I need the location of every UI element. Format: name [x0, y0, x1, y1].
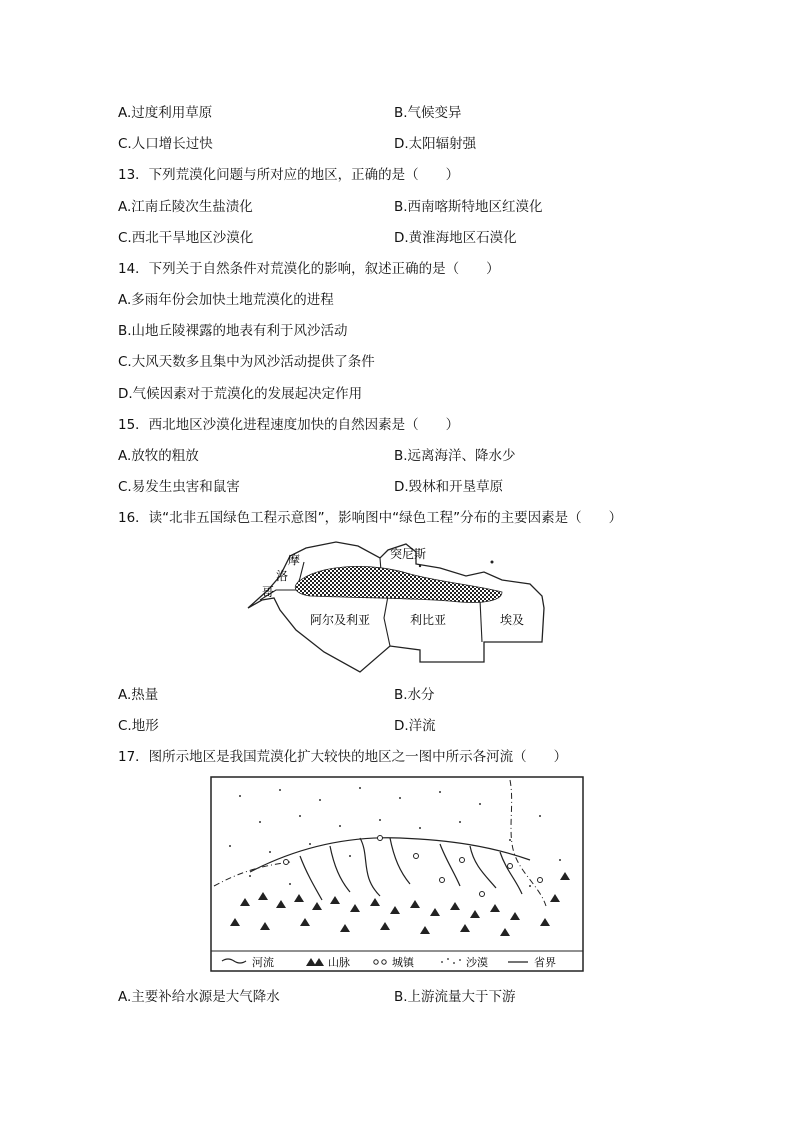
q12-option-d: D.太阳辐射强 [394, 136, 477, 152]
q14-stem: 14．下列关于自然条件对荒漠化的影响，叙述正确的是（ ） [118, 261, 500, 277]
q14-option-c: C.大风天数多且集中为风沙活动提供了条件 [118, 354, 375, 370]
q14-option-d: D.气候因素对于荒漠化的发展起决定作用 [118, 386, 363, 402]
map-label-libya: 利比亚 [410, 613, 447, 627]
q13-stem: 13．下列荒漠化问题与所对应的地区，正确的是（ ） [118, 167, 460, 183]
q12-option-b: B.气候变异 [394, 105, 462, 121]
legend-boundary: 省界 [534, 956, 556, 969]
q15-option-c: C.易发生虫害和鼠害 [118, 479, 240, 495]
q13-option-a: A.江南丘陵次生盐渍化 [118, 199, 253, 215]
map-label-tunisia: 突尼斯 [390, 547, 427, 561]
map-label-morocco-1: 摩 [288, 553, 301, 567]
q15-option-d: D.毁林和开垦草原 [394, 479, 504, 495]
map-label-morocco-3: 哥 [262, 585, 275, 599]
q14-option-a: A.多雨年份会加快土地荒漠化的进程 [118, 292, 334, 308]
q15-option-b: B.远离海洋、降水少 [394, 448, 516, 464]
q16-stem: 16．读“北非五国绿色工程示意图”，影响图中“绿色工程”分布的主要因素是（ ） [118, 510, 623, 526]
q12-option-a: A.过度利用草原 [118, 105, 213, 121]
q13-option-d: D.黄淮海地区石漠化 [394, 230, 517, 246]
map-label-egypt: 埃及 [500, 613, 525, 627]
legend-river: 河流 [252, 956, 274, 969]
q13-option-c: C.西北干旱地区沙漠化 [118, 230, 254, 246]
q16-option-b: B.水分 [394, 687, 435, 703]
north-africa-green-project-map [240, 538, 560, 674]
q13-option-b: B.西南喀斯特地区红漠化 [394, 199, 543, 215]
q16-option-d: D.洋流 [394, 718, 436, 734]
q17-option-b: B.上游流量大于下游 [394, 989, 516, 1005]
q14-option-b: B.山地丘陵裸露的地表有利于风沙活动 [118, 323, 348, 339]
legend-desert: 沙漠 [466, 956, 488, 969]
q17-option-a: A.主要补给水源是大气降水 [118, 989, 280, 1005]
q17-stem: 17．图所示地区是我国荒漠化扩大较快的地区之一图中所示各河流（ ） [118, 749, 568, 765]
legend-mountain: 山脉 [328, 956, 350, 969]
q16-option-c: C.地形 [118, 718, 159, 734]
q15-stem: 15．西北地区沙漠化进程速度加快的自然因素是（ ） [118, 417, 460, 433]
q12-option-c: C.人口增长过快 [118, 136, 213, 152]
map-label-morocco-2: 洛 [276, 569, 289, 583]
northwest-china-desertification-map [210, 776, 584, 972]
q15-option-a: A.放牧的粗放 [118, 448, 199, 464]
q16-option-a: A.热量 [118, 687, 159, 703]
legend-town: 城镇 [392, 956, 414, 969]
map-label-algeria: 阿尔及利亚 [310, 613, 371, 627]
